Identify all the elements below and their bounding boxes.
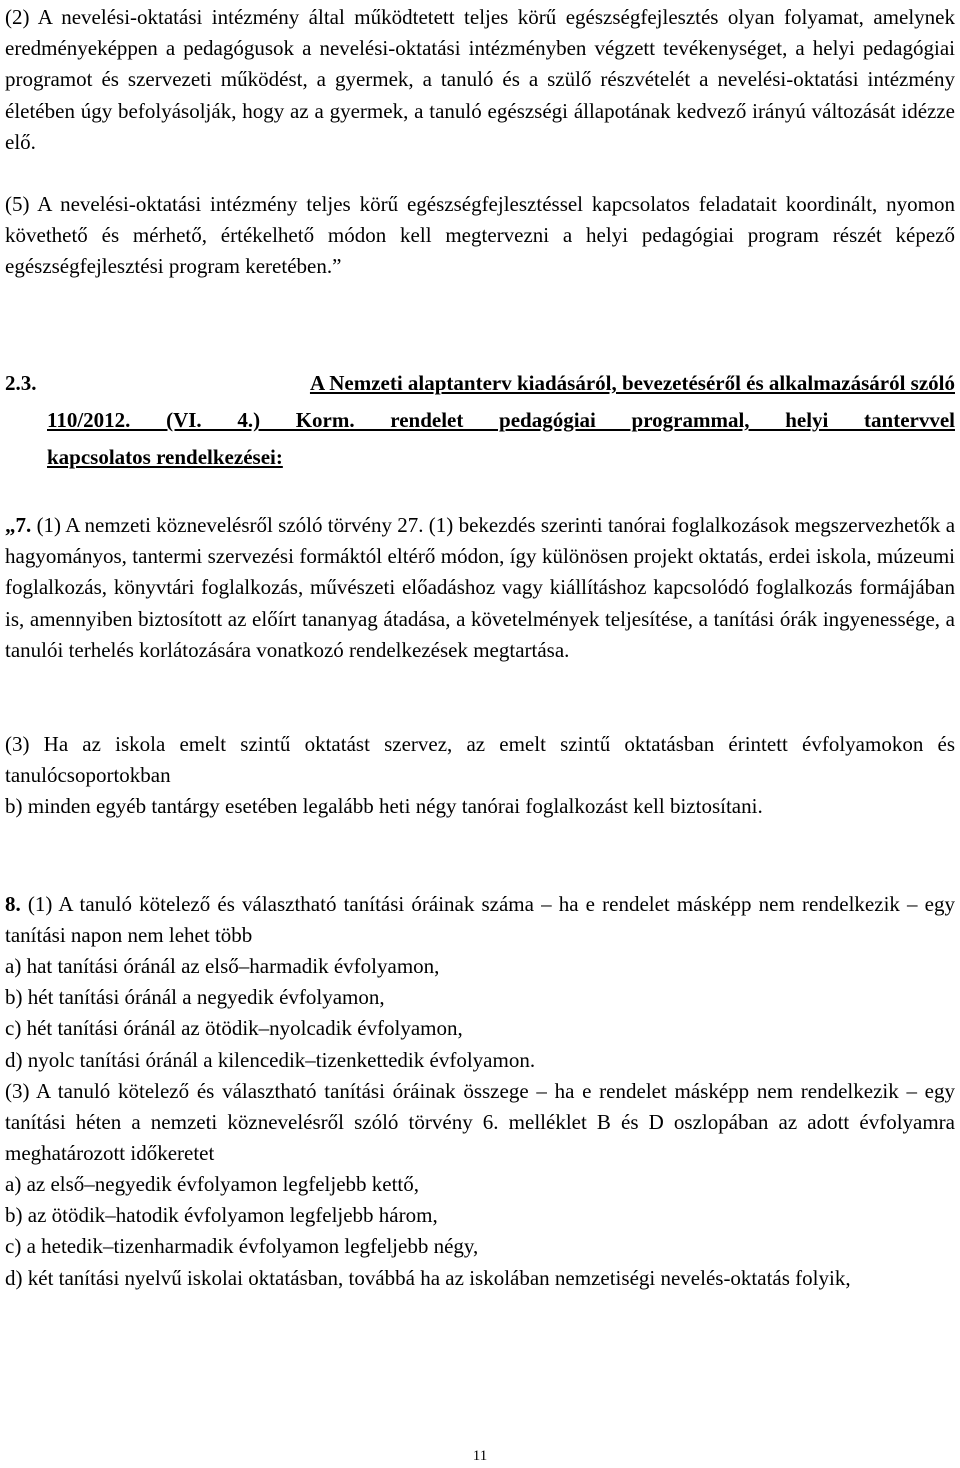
list-item: b) az ötödik–hatodik évfolyamon legfeljebb három, [5,1203,438,1228]
paragraph-2-health-development: (2) A nevelési-oktatási intézmény által működtetett teljes körű egészségfejlesztés olyan folyamat, amelynek eredményeképpen a pedagógusok a nevelési-oktatási intézményben végzett tevékenységet, a helyi pedagógiai programot és szervezeti működést, a gyermek, a tanuló és a szülő részvételét a nevelési-oktatási intézmény életében úgy befolyásolják, hogy az a gyermek, a tanuló egészségi állapotának kedvező irányú változását idézze elő. [5,5,955,154]
paragraph-7-1-lessons [5,510,955,666]
section-number: 2.3. [5,371,37,395]
paragraph-7-3-advanced: (3) Ha az iskola emelt szintű oktatást szervez, az emelt szintű oktatásban érintett évfolyamokon és tanulócsoportokban [5,732,955,788]
paragraph-7-3-b: b) minden egyéb tantárgy esetében legalább heti négy tanórai foglalkozást kell biztosítani. [5,794,763,818]
paragraph-7-1-text: (1) A nemzeti köznevelésről szóló törvény 27. (1) bekezdés szerinti tanórai foglalkozások megszervezhetők a hagyományos, tantermi szervezési formáktól eltérő módon, így különösen projekt oktatás, erdei iskola, múzeumi foglalkozás, könyvtári foglalkozás, művészeti előadáshoz vagy kiállításhoz kapcsolódó foglalkozás formájában is, amennyiben biztosított az előírt tananyag átadása, a követelmények teljesítése, a tanítási órák ingyenessége, a tanulói terhelés korlátozására vonatkozó rendelkezések megtartása. [5,513,956,662]
section-title-line-1: A Nemzeti alaptanterv kiadásáról, bevezetéséről és alkalmazásáról szóló [309,371,955,395]
list-item: c) hét tanítási óránál az ötödik–nyolcadik évfolyamon, [5,1016,463,1041]
section-title-line-3: kapcsolatos rendelkezései: [47,445,283,469]
paragraph-8-3-weekly-limit: (3) A tanuló kötelező és választható tanítási óráinak összege – ha e rendelet másképp nem rendelkezik – egy tanítási héten a nemzeti köznevelésről szóló törvény 6. melléklet B és D oszlopában az adott évfolyamra meghatározott időkeretet [5,1079,955,1166]
paragraph-8-3-d: d) két tanítási nyelvű iskolai oktatásban, továbbá ha az iskolában nemzetiségi nevelés-oktatás folyik, [5,1266,851,1290]
section-title-line-2: 110/2012. (VI. 4.) Korm. rendelet pedagógiai programmal, helyi tantervvel [47,408,955,432]
document-page [5,0,955,1468]
page-number: 11 [472,1448,488,1464]
paragraph-8-1-text: (1) A tanuló kötelező és választható tanítási óráinak száma – ha e rendelet másképp nem rendelkezik – egy tanítási napon nem lehet több [5,892,955,948]
list-item: c) a hetedik–tizenharmadik évfolyamon legfeljebb négy, [5,1234,479,1259]
list-item: d) nyolc tanítási óránál a kilencedik–tizenkettedik évfolyamon. [5,1047,536,1072]
paragraph-5-health-program: (5) A nevelési-oktatási intézmény teljes körű egészségfejlesztéssel kapcsolatos feladatait koordinált, nyomon követhető és mérhető, értékelhető módon kell megtervezni a helyi pedagógiai program részét képező egészségfejlesztési program keretében.” [5,192,955,279]
list-item: a) hat tanítási óránál az első–harmadik évfolyamon, [5,954,440,978]
section-7-label: „7. [5,513,37,537]
list-item: b) hét tanítási óránál a negyedik évfolyamon, [5,985,385,1010]
weekly-limit-list [5,1169,955,1263]
section-8-label: 8. [5,892,28,916]
section-heading [5,365,955,476]
daily-limit-list [5,951,955,1076]
paragraph-8-1-daily-limit [5,889,955,951]
list-item: a) az első–negyedik évfolyamon legfeljebb kettő, [5,1172,420,1196]
